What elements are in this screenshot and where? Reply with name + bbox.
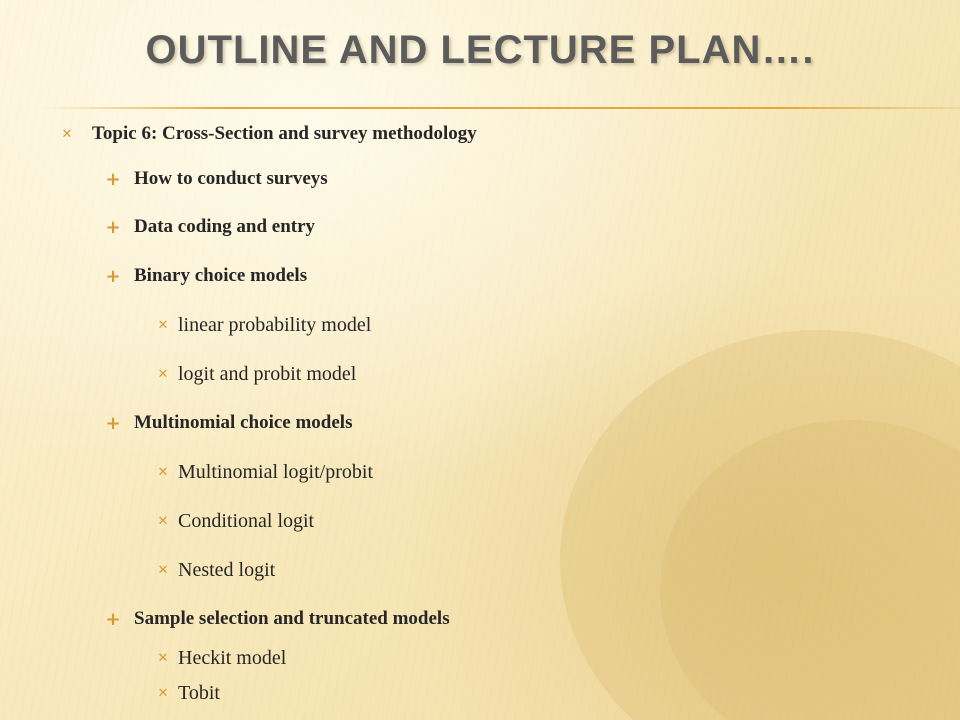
outline-item-text: Conditional logit [178,509,315,532]
outline-item-level-2 [104,263,307,289]
cross-bullet-icon: ✕ [157,685,169,701]
outline-item-text: Topic 6: Cross-Section and survey methodology [92,123,477,144]
outline-item-level-3 [154,680,220,706]
outline-item-text: Multinomial logit/probit [178,460,373,483]
outline-item-level-3 [154,508,314,534]
cross-bullet-icon: ✕ [61,126,73,142]
outline-item-text: Binary choice models [134,265,308,286]
outline-item-text: How to conduct surveys [134,168,328,189]
cross-bullet-icon: ✕ [157,366,169,382]
cross-bullet-icon: ✕ [157,513,169,529]
plus-bullet-icon: + [105,168,121,190]
plus-bullet-icon: + [105,608,121,630]
outline-item-level-2 [104,214,315,240]
outline-item-level-2 [104,410,352,436]
cross-bullet-icon: ✕ [157,650,169,666]
outline-item-text: Multinomial choice models [134,412,353,433]
outline-item-level-3 [154,459,373,485]
outline-item-level-3 [154,312,371,338]
cross-bullet-icon: ✕ [157,464,169,480]
outline-item-text: Data coding and entry [134,216,316,237]
outline-item-level-2 [104,606,450,632]
outline-item-text: Heckit model [178,646,287,669]
plus-bullet-icon: + [105,412,121,434]
slide-title: OUTLINE AND LECTURE PLAN…. [145,28,815,72]
outline-item-level-1 [58,121,477,147]
outline-item-text: Nested logit [178,558,276,581]
cross-bullet-icon: ✕ [157,562,169,578]
outline-item-text: Tobit [178,681,220,704]
outline-item-text: linear probability model [178,313,372,336]
plus-bullet-icon: + [105,216,121,238]
title-underline [40,107,960,109]
outline-item-level-2 [104,166,328,192]
outline-item-level-3 [154,557,275,583]
cross-bullet-icon: ✕ [157,317,169,333]
outline-item-level-3 [154,361,356,387]
outline-item-level-3 [154,645,286,671]
outline-item-text: logit and probit model [178,362,357,385]
outline-item-text: Sample selection and truncated models [134,608,450,629]
plus-bullet-icon: + [105,265,121,287]
